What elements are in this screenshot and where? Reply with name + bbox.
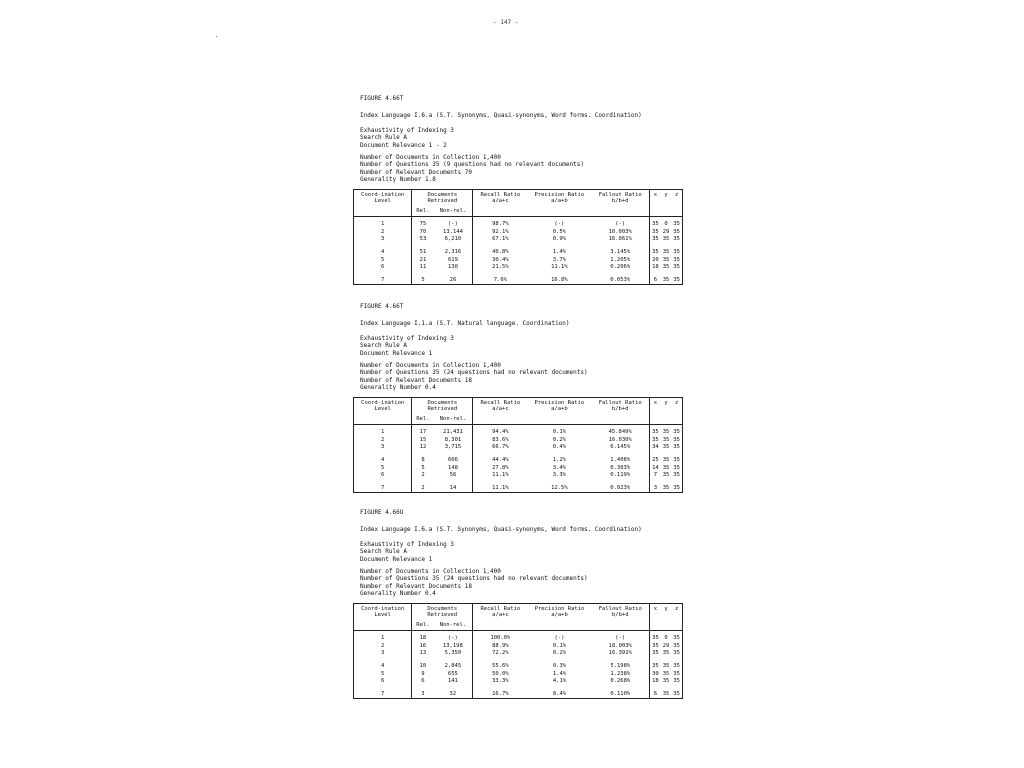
count-line: Number of Relevant Documents 70: [360, 168, 472, 176]
cell-relevant: 3: [421, 690, 425, 697]
cell-level: 2: [354, 643, 412, 651]
cell-precision: 0.1%: [552, 642, 567, 649]
cell-fallout: 0.206%: [591, 264, 649, 272]
cell-recall: 50.0%: [492, 670, 509, 677]
header-z: z: [671, 397, 682, 425]
figure-title: FIGURE 4.66T: [360, 95, 404, 102]
cell-precision: 3.7%: [552, 256, 566, 263]
cell-relevant: 16: [419, 642, 427, 649]
header-coordination-level: Coord-ination Level: [354, 397, 412, 425]
header-recall-ratio: Recall Ratio a/a+c: [473, 189, 528, 217]
cell-z: 35: [673, 221, 680, 228]
cell-fallout: 0.023%: [591, 480, 649, 493]
cell-relevant: 6: [421, 678, 425, 685]
cell-level: 3: [354, 444, 412, 452]
cell-non-relevant: 2,845: [434, 658, 473, 671]
cell-x: 20: [652, 256, 659, 263]
cell-x: 25: [652, 457, 659, 464]
cell-fallout: 16.391%: [591, 650, 649, 658]
index-language: Index Language I.1.a (S.T. Natural language. Coordination): [360, 320, 570, 328]
cell-precision: 8.4%: [552, 690, 567, 697]
cell-x: 35: [652, 650, 659, 657]
cell-level: 4: [354, 244, 412, 257]
cell-x: 6: [653, 276, 658, 283]
cell-fallout: 5.198%: [591, 658, 649, 671]
cell-x: 30: [652, 670, 659, 677]
indexing-parameters: [360, 335, 683, 357]
cell-level: 3: [354, 650, 412, 658]
cell-non-relevant: 13,144: [434, 229, 473, 237]
cell-precision: 1.4%: [552, 249, 566, 256]
header-fallout-ratio: Fallout Ratio b/b+d: [591, 189, 649, 217]
header-x: x: [650, 189, 661, 217]
count-line: Number of Relevant Documents 18: [360, 582, 472, 590]
cell-level: 4: [354, 658, 412, 671]
cell-z: 35: [673, 650, 680, 657]
cell-non-relevant: 2,316: [434, 244, 473, 257]
cell-recall: 30.4%: [492, 256, 509, 263]
cell-z: 35: [673, 472, 680, 479]
cell-relevant: 13: [419, 650, 427, 657]
indexing-parameters: [360, 541, 683, 563]
cell-x: 35: [652, 249, 659, 256]
cell-y: 35: [662, 429, 670, 436]
cell-recall: 21.5%: [492, 264, 509, 271]
cell-relevant: 2: [421, 472, 425, 479]
table-row: [354, 244, 683, 257]
cell-fallout: 0.110%: [591, 686, 649, 699]
count-line: Generality Number 1.8: [360, 176, 436, 184]
cell-level: 2: [354, 437, 412, 445]
cell-recall: 40.8%: [492, 249, 509, 256]
table-row: [354, 631, 683, 643]
header-recall-ratio: Recall Ratio a/a+c: [473, 397, 528, 425]
table-row: [354, 452, 683, 465]
header-z: z: [671, 603, 682, 631]
cell-non-relevant: 32: [434, 686, 473, 699]
cell-non-relevant: 619: [434, 257, 473, 265]
figure-block: [353, 303, 683, 493]
cell-non-relevant: 56: [434, 472, 473, 480]
cell-level: 7: [354, 480, 412, 493]
table-row: [354, 444, 683, 452]
cell-y: 0: [664, 635, 668, 642]
cell-non-relevant: 3,715: [434, 444, 473, 452]
table-row: [354, 650, 683, 658]
cell-non-relevant: 141: [434, 678, 473, 686]
header-relevant: Rel.: [412, 414, 434, 425]
index-language: Index Language I.6.a (S.T. Synonyms, Quasi-synonyms, Word forms. Coordination): [360, 526, 642, 534]
cell-precision: 4.1%: [552, 678, 567, 685]
header-documents-retrieved: Documents Retrieved: [412, 603, 473, 620]
cell-relevant: 17: [419, 429, 427, 436]
table-row: [354, 678, 683, 686]
cell-y: 35: [662, 436, 670, 443]
cell-fallout: (-): [591, 631, 649, 643]
cell-non-relevant: 21,431: [434, 425, 473, 437]
table-row: [354, 437, 683, 445]
cell-level: 6: [354, 264, 412, 272]
header-non-relevant: Non-rel.: [434, 414, 473, 425]
table-row: [354, 465, 683, 473]
header-y: y: [661, 603, 672, 631]
cell-non-relevant: 606: [434, 452, 473, 465]
cell-recall: 44.4%: [492, 457, 509, 464]
cell-z: 35: [673, 429, 680, 436]
count-line: Generality Number 0.4: [360, 384, 436, 392]
page-number: - 147 -: [493, 19, 519, 26]
table-row: [354, 236, 683, 244]
cell-recall: 100.0%: [490, 635, 511, 642]
cell-y: 35: [662, 276, 670, 283]
cell-non-relevant: 6,210: [434, 236, 473, 244]
cell-fallout: (-): [591, 217, 649, 229]
figure-title: FIGURE 4.66U: [360, 509, 404, 516]
cell-z: 35: [673, 276, 680, 283]
cell-non-relevant: 13,198: [434, 643, 473, 651]
cell-relevant: 5: [421, 276, 425, 283]
cell-non-relevant: (-): [434, 217, 473, 229]
cell-z: 35: [673, 670, 680, 677]
cell-recall: 88.9%: [492, 642, 509, 649]
cell-level: 1: [354, 631, 412, 643]
cell-y: 35: [662, 678, 670, 685]
cell-z: 35: [673, 228, 680, 235]
table-row: [354, 658, 683, 671]
cell-y: 35: [662, 236, 670, 243]
results-table: [353, 397, 683, 494]
cell-fallout: 0.303%: [591, 465, 649, 473]
cell-z: 35: [673, 635, 680, 642]
cell-non-relevant: 14: [434, 480, 473, 493]
cell-z: 35: [673, 464, 680, 471]
cell-y: 35: [662, 650, 670, 657]
table-row: [354, 686, 683, 699]
cell-z: 35: [673, 236, 680, 243]
cell-relevant: 18: [419, 635, 427, 642]
cell-precision: 0.1%: [552, 429, 566, 436]
cell-recall: 27.8%: [492, 464, 509, 471]
cell-x: 35: [652, 642, 659, 649]
cell-level: 7: [354, 686, 412, 699]
cell-z: 35: [673, 256, 680, 263]
cell-fallout: 16.061%: [591, 236, 649, 244]
cell-fallout: 6.145%: [591, 444, 649, 452]
cell-z: 35: [673, 484, 680, 491]
parameter-line: Search Rule A: [360, 548, 407, 556]
cell-relevant: 75: [419, 221, 427, 228]
cell-x: 35: [652, 236, 659, 243]
cell-precision: 3.3%: [552, 472, 566, 479]
cell-recall: 55.6%: [492, 663, 509, 670]
header-y: y: [661, 397, 672, 425]
cell-y: 29: [662, 228, 670, 235]
cell-recall: 83.6%: [492, 436, 509, 443]
table-row: [354, 272, 683, 285]
cell-recall: 72.2%: [492, 650, 509, 657]
count-line: Number of Questions 35 (24 questions had no relevant documents): [360, 575, 588, 583]
cell-y: 35: [662, 444, 670, 451]
cell-y: 29: [662, 642, 670, 649]
cell-recall: 11.1%: [492, 484, 509, 491]
cell-x: 14: [652, 464, 659, 471]
cell-x: 3: [653, 484, 658, 491]
parameter-line: Document Relevance 1 - 2: [360, 141, 447, 149]
table-row: [354, 257, 683, 265]
cell-level: 5: [354, 257, 412, 265]
figure-block: [353, 509, 683, 699]
cell-z: 35: [673, 444, 680, 451]
cell-level: 7: [354, 272, 412, 285]
cell-x: 18: [652, 264, 659, 271]
cell-precision: 16.8%: [551, 276, 568, 283]
count-line: Number of Documents in Collection 1,400: [360, 568, 501, 576]
cell-level: 5: [354, 465, 412, 473]
cell-y: 35: [662, 472, 670, 479]
cell-y: 35: [662, 690, 670, 697]
cell-z: 35: [673, 249, 680, 256]
cell-x: 35: [652, 663, 659, 670]
cell-precision: 1.2%: [552, 457, 566, 464]
count-line: Number of Documents in Collection 1,400: [360, 362, 501, 370]
header-non-relevant: Non-rel.: [434, 620, 473, 631]
cell-x: 35: [652, 221, 659, 228]
cell-y: 35: [662, 670, 670, 677]
cell-precision: 0.9%: [552, 236, 566, 243]
cell-non-relevant: 130: [434, 264, 473, 272]
collection-counts: [360, 154, 683, 184]
cell-level: 6: [354, 678, 412, 686]
header-x: x: [650, 603, 661, 631]
header-fallout-ratio: Fallout Ratio b/b+d: [591, 397, 649, 425]
cell-fallout: 45.849%: [591, 425, 649, 437]
cell-x: 35: [652, 228, 659, 235]
cell-recall: 11.1%: [492, 472, 509, 479]
cell-non-relevant: 655: [434, 671, 473, 679]
cell-relevant: 9: [421, 670, 425, 677]
cell-non-relevant: 148: [434, 465, 473, 473]
cell-precision: 0.2%: [552, 436, 566, 443]
parameter-line: Exhaustivity of Indexing 3: [360, 334, 454, 342]
cell-z: 35: [673, 642, 680, 649]
cell-non-relevant: (-): [434, 631, 473, 643]
header-precision-ratio: Precision Ratio a/a+b: [527, 189, 591, 217]
count-line: Number of Questions 35 (24 questions had no relevant documents): [360, 369, 588, 377]
cell-precision: 0.5%: [552, 228, 566, 235]
table-row: [354, 671, 683, 679]
cell-precision: 11.1%: [551, 264, 568, 271]
table-row: [354, 480, 683, 493]
parameter-line: Search Rule A: [360, 134, 407, 142]
cell-x: 7: [653, 472, 658, 479]
cell-recall: 33.3%: [492, 678, 509, 685]
count-line: Number of Questions 35 (9 questions had no relevant documents): [360, 161, 584, 169]
cell-precision: 0.3%: [552, 663, 567, 670]
cell-non-relevant: 5,350: [434, 650, 473, 658]
count-line: Number of Documents in Collection 1,400: [360, 154, 501, 162]
cell-relevant: 51: [419, 249, 427, 256]
index-language: Index Language I.6.a (S.T. Synonyms, Quasi-synonyms, Word forms. Coordination): [360, 112, 642, 120]
cell-z: 35: [673, 264, 680, 271]
cell-fallout: 3.145%: [591, 244, 649, 257]
cell-relevant: 10: [419, 663, 427, 670]
cell-z: 35: [673, 663, 680, 670]
cell-y: 35: [662, 464, 670, 471]
cell-y: 35: [662, 256, 670, 263]
cell-z: 35: [673, 690, 680, 697]
cell-fallout: 10.003%: [591, 229, 649, 237]
header-coordination-level: Coord-ination Level: [354, 189, 412, 217]
figure-block: [353, 95, 683, 285]
header-relevant: Rel.: [412, 206, 434, 217]
header-precision-ratio: Precision Ratio a/a+b: [528, 603, 592, 631]
figure-title: FIGURE 4.66T: [360, 303, 404, 310]
cell-relevant: 15: [419, 436, 427, 443]
cell-y: 35: [662, 663, 670, 670]
cell-fallout: 1.205%: [591, 257, 649, 265]
cell-relevant: 12: [419, 444, 427, 451]
cell-recall: 98.7%: [492, 221, 509, 228]
cell-precision: 1.4%: [552, 670, 567, 677]
cell-z: 35: [673, 678, 680, 685]
cell-precision: (-): [554, 221, 565, 228]
cell-x: 35: [652, 429, 659, 436]
cell-x: 18: [652, 678, 659, 685]
table-row: [354, 425, 683, 437]
header-documents-retrieved: Documents Retrieved: [412, 397, 473, 414]
header-documents-retrieved: Documents Retrieved: [412, 189, 473, 206]
cell-level: 3: [354, 236, 412, 244]
collection-counts: [360, 568, 683, 598]
parameter-line: Exhaustivity of Indexing 3: [360, 540, 454, 548]
table-row: [354, 472, 683, 480]
cell-y: 35: [662, 484, 670, 491]
cell-fallout: 0.053%: [591, 272, 649, 285]
cell-level: 1: [354, 217, 412, 229]
cell-level: 1: [354, 425, 412, 437]
count-line: Generality Number 0.4: [360, 590, 436, 598]
cell-y: 35: [662, 249, 670, 256]
cell-precision: 3.4%: [552, 464, 566, 471]
cell-non-relevant: 26: [434, 272, 473, 285]
cell-relevant: 8: [421, 457, 425, 464]
cell-fallout: 0.119%: [591, 472, 649, 480]
header-x: x: [650, 397, 661, 425]
cell-relevant: 2: [421, 484, 425, 491]
header-non-relevant: Non-rel.: [434, 206, 473, 217]
indexing-parameters: [360, 127, 683, 149]
cell-recall: 92.1%: [492, 228, 509, 235]
header-fallout-ratio: Fallout Ratio b/b+d: [591, 603, 649, 631]
cell-fallout: 1.238%: [591, 671, 649, 679]
header-recall-ratio: Recall Ratio a/a+c: [473, 603, 528, 631]
header-z: z: [671, 189, 682, 217]
cell-relevant: 5: [421, 464, 425, 471]
cell-level: 6: [354, 472, 412, 480]
header-relevant: Rel.: [412, 620, 434, 631]
cell-recall: 94.4%: [492, 429, 509, 436]
results-table: [353, 189, 683, 286]
cell-x: 34: [652, 444, 659, 451]
cell-y: 35: [662, 264, 670, 271]
scan-speck: [216, 36, 217, 37]
cell-fallout: 1.408%: [591, 452, 649, 465]
cell-fallout: 0.268%: [591, 678, 649, 686]
cell-x: 35: [652, 436, 659, 443]
cell-non-relevant: 8,301: [434, 437, 473, 445]
parameter-line: Search Rule A: [360, 342, 407, 350]
cell-fallout: 18.003%: [591, 643, 649, 651]
cell-level: 5: [354, 671, 412, 679]
table-row: [354, 264, 683, 272]
parameter-line: Document Relevance 1: [360, 349, 433, 357]
table-row: [354, 643, 683, 651]
header-y: y: [661, 189, 672, 217]
table-row: [354, 217, 683, 229]
cell-precision: (-): [554, 635, 565, 642]
cell-recall: 66.7%: [492, 444, 509, 451]
cell-z: 35: [673, 457, 680, 464]
cell-recall: 67.1%: [492, 236, 509, 243]
cell-relevant: 53: [419, 236, 427, 243]
cell-level: 2: [354, 229, 412, 237]
table-row: [354, 229, 683, 237]
cell-relevant: 70: [419, 228, 427, 235]
collection-counts: [360, 362, 683, 392]
cell-relevant: 11: [419, 264, 427, 271]
cell-recall: 7.6%: [493, 276, 507, 283]
cell-recall: 16.7%: [492, 690, 509, 697]
cell-relevant: 21: [419, 256, 427, 263]
cell-precision: 0.4%: [552, 444, 566, 451]
cell-y: 0: [664, 221, 668, 228]
cell-y: 35: [662, 457, 670, 464]
count-line: Number of Relevant Documents 18: [360, 376, 472, 384]
parameter-line: Exhaustivity of Indexing 3: [360, 126, 454, 134]
cell-z: 35: [673, 436, 680, 443]
cell-precision: 12.5%: [551, 484, 568, 491]
header-precision-ratio: Precision Ratio a/a+b: [527, 397, 591, 425]
cell-precision: 0.2%: [552, 650, 567, 657]
cell-x: 35: [652, 635, 659, 642]
results-table: [353, 603, 683, 700]
cell-level: 4: [354, 452, 412, 465]
parameter-line: Document Relevance 1: [360, 555, 433, 563]
header-coordination-level: Coord-ination Level: [354, 603, 412, 631]
cell-fallout: 16.030%: [591, 437, 649, 445]
cell-x: 6: [653, 690, 658, 697]
